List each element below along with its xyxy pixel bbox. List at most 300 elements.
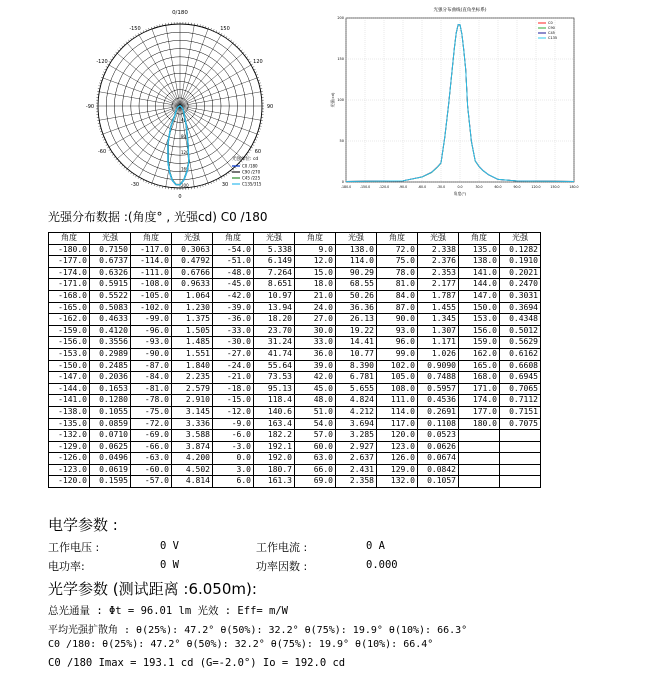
table-cell: 21.0 xyxy=(295,290,336,302)
table-cell: 0.4633 xyxy=(90,314,131,326)
x-tick-label: 90.0 xyxy=(513,185,521,189)
polar-tick xyxy=(250,149,252,150)
table-cell: 4.200 xyxy=(172,453,213,465)
polar-tick xyxy=(239,163,240,164)
legend-label: C90 xyxy=(548,26,555,31)
table-cell: 69.0 xyxy=(295,476,336,488)
polar-legend-label: C0 /180 xyxy=(242,163,258,169)
polar-tick xyxy=(248,59,250,60)
table-cell: 7.264 xyxy=(254,267,295,279)
polar-legend-title: 光强单位: cd xyxy=(232,157,259,162)
table-cell: -6.0 xyxy=(213,430,254,442)
table-cell: -174.0 xyxy=(49,267,90,279)
table-row xyxy=(49,476,541,488)
table-cell: 2.431 xyxy=(336,464,377,476)
polar-tick xyxy=(141,32,142,34)
table-cell: 66.0 xyxy=(295,464,336,476)
polar-tick xyxy=(114,54,116,55)
x-tick-label: 150.0 xyxy=(550,185,560,189)
table-cell: 48.0 xyxy=(295,395,336,407)
table-cell: 26.13 xyxy=(336,314,377,326)
table-cell: 36.36 xyxy=(336,302,377,314)
table-row xyxy=(49,302,541,314)
table-cell: 45.0 xyxy=(295,383,336,395)
table-cell: 3.0 xyxy=(213,464,254,476)
table-cell: 163.4 xyxy=(254,418,295,430)
polar-tick xyxy=(106,144,108,145)
table-cell: 39.0 xyxy=(295,360,336,372)
table-cell: 63.0 xyxy=(295,453,336,465)
electrical-section-title: 电学参数 : xyxy=(48,516,118,534)
table-cell: -9.0 xyxy=(213,418,254,430)
table-row xyxy=(49,372,541,384)
table-cell: -135.0 xyxy=(49,418,90,430)
table-row xyxy=(49,383,541,395)
table-cell: 13.94 xyxy=(254,302,295,314)
table-cell: 0.4792 xyxy=(172,256,213,268)
table-cell: -177.0 xyxy=(49,256,90,268)
table-cell: 93.0 xyxy=(377,325,418,337)
table-cell: 2.353 xyxy=(418,267,459,279)
table-cell: 0.0496 xyxy=(90,453,131,465)
x-tick-label: -30.0 xyxy=(436,185,446,189)
c0-angle-line: C0 /180: θ(25%): 47.2° θ(50%): 32.2° θ(75%): 19.9° θ(10%): 66.4° xyxy=(48,639,434,650)
table-cell: -75.0 xyxy=(131,406,172,418)
table-cell: 0.5083 xyxy=(90,302,131,314)
polar-angle-label: 90 xyxy=(266,104,274,110)
table-cell: 78.0 xyxy=(377,267,418,279)
intensity-data-table xyxy=(48,232,541,488)
table-cell: 0.7151 xyxy=(500,406,541,418)
table-cell: 99.0 xyxy=(377,348,418,360)
table-cell: 10.77 xyxy=(336,348,377,360)
table-cell: 12.0 xyxy=(295,256,336,268)
table-cell: 5.655 xyxy=(336,383,377,395)
table-cell: 15.0 xyxy=(295,267,336,279)
table-cell: -111.0 xyxy=(131,267,172,279)
table-cell: -81.0 xyxy=(131,383,172,395)
x-axis-label: 角度(°) xyxy=(453,191,467,196)
table-cell: 1.551 xyxy=(172,348,213,360)
optical-section-title: 光学参数 (测试距离 :6.050m): xyxy=(48,580,257,598)
x-tick-label: -60.0 xyxy=(417,185,427,189)
table-cell: 0.5629 xyxy=(500,337,541,349)
power-value: 0 W xyxy=(160,559,179,571)
table-cell: -78.0 xyxy=(131,395,172,407)
table-cell: 0.1653 xyxy=(90,383,131,395)
table-cell: 51.0 xyxy=(295,406,336,418)
table-cell: 55.64 xyxy=(254,360,295,372)
polar-tick xyxy=(250,61,252,62)
table-cell: 0.0523 xyxy=(418,430,459,442)
polar-tick xyxy=(235,44,236,45)
table-cell: -138.0 xyxy=(49,406,90,418)
table-row xyxy=(49,406,541,418)
table-cell: -93.0 xyxy=(131,337,172,349)
polar-tick xyxy=(228,172,229,174)
table-cell: -123.0 xyxy=(49,464,90,476)
table-row xyxy=(49,464,541,476)
table-cell: 0.6945 xyxy=(500,372,541,384)
table-cell: 95.13 xyxy=(254,383,295,395)
column-header: 角度 xyxy=(213,233,254,245)
y-tick-label: 0 xyxy=(341,180,344,185)
table-cell: 114.0 xyxy=(336,256,377,268)
polar-tick xyxy=(124,44,125,45)
table-cell: 2.376 xyxy=(418,256,459,268)
table-cell: 18.20 xyxy=(254,314,295,326)
chart-frame xyxy=(330,6,579,196)
table-cell: 108.0 xyxy=(377,383,418,395)
table-cell: 123.0 xyxy=(377,441,418,453)
power-label: 电功率: xyxy=(48,560,85,573)
table-cell: 33.0 xyxy=(295,337,336,349)
table-cell: 117.0 xyxy=(377,418,418,430)
current-label: 工作电流 : xyxy=(256,541,308,554)
polar-angle-label: -30 xyxy=(130,181,140,188)
table-header-row xyxy=(49,233,541,245)
polar-angle-label: 150 xyxy=(220,26,230,33)
table-cell: 36.0 xyxy=(295,348,336,360)
table-cell: 0.1910 xyxy=(500,256,541,268)
polar-tick xyxy=(243,52,245,53)
x-tick-label: -150.0 xyxy=(359,185,371,189)
polar-tick xyxy=(114,156,116,157)
x-tick-label: 30.0 xyxy=(475,185,483,189)
table-cell: 0.6326 xyxy=(90,267,131,279)
table-row xyxy=(49,325,541,337)
polar-angle-label: 120 xyxy=(253,59,263,65)
polar-tick xyxy=(245,54,247,55)
table-cell: 90.29 xyxy=(336,267,377,279)
table-cell: 10.97 xyxy=(254,290,295,302)
legend-label: C45 xyxy=(548,31,555,36)
polar-tick xyxy=(133,36,134,38)
table-cell: 19.22 xyxy=(336,325,377,337)
polar-legend-label: C90 /270 xyxy=(242,169,261,175)
table-cell: 57.0 xyxy=(295,430,336,442)
table-cell: 180.7 xyxy=(254,464,295,476)
table-row xyxy=(49,279,541,291)
table-cell: 0.3694 xyxy=(500,302,541,314)
table-cell: 8.390 xyxy=(336,360,377,372)
table-cell: 23.70 xyxy=(254,325,295,337)
table-cell: -18.0 xyxy=(213,383,254,395)
table-cell: -105.0 xyxy=(131,290,172,302)
table-row xyxy=(49,418,541,430)
table-cell xyxy=(459,453,500,465)
table-cell: 3.694 xyxy=(336,418,377,430)
table-cell: 156.0 xyxy=(459,325,500,337)
x-tick-label: 180.0 xyxy=(569,185,579,189)
table-cell: 0.1057 xyxy=(418,476,459,488)
table-cell: -99.0 xyxy=(131,314,172,326)
table-cell: -141.0 xyxy=(49,395,90,407)
polar-tick xyxy=(237,46,238,47)
chart-title: 光强分布曲线(直角坐标系) xyxy=(433,8,487,13)
polar-tick xyxy=(221,33,222,35)
table-cell: 0.0859 xyxy=(90,418,131,430)
table-cell: 72.0 xyxy=(377,244,418,256)
table-cell: 192.1 xyxy=(254,441,295,453)
table-cell: 192.0 xyxy=(254,453,295,465)
table-cell: 41.74 xyxy=(254,348,295,360)
table-row xyxy=(49,244,541,256)
polar-angle-label: -120 xyxy=(96,59,108,65)
polar-legend-label: C135/315 xyxy=(242,181,262,187)
table-cell: 0.6737 xyxy=(90,256,131,268)
table-cell: 118.4 xyxy=(254,395,295,407)
polar-tick xyxy=(106,67,108,68)
imax-line: C0 /180 Imax = 193.1 cd (G=-2.0°) Io = 192.0 cd xyxy=(48,657,346,669)
polar-tick xyxy=(218,32,219,34)
table-cell: -12.0 xyxy=(213,406,254,418)
table-cell: 0.5957 xyxy=(418,383,459,395)
polar-tick xyxy=(107,147,109,148)
table-cell: 6.781 xyxy=(336,372,377,384)
column-header: 角度 xyxy=(295,233,336,245)
table-cell: 150.0 xyxy=(459,302,500,314)
avg-angle-line: 平均光强扩散角 : θ(25%): 47.2° θ(50%): 32.2° θ(75%): 19.9° θ(10%): 66.3° xyxy=(48,625,468,636)
table-cell: 18.0 xyxy=(295,279,336,291)
table-row xyxy=(49,267,541,279)
polar-tick xyxy=(120,48,121,49)
polar-top-label: 0/180 xyxy=(172,10,188,16)
table-cell: -102.0 xyxy=(131,302,172,314)
polar-tick xyxy=(109,149,111,150)
table-cell: 0.2989 xyxy=(90,348,131,360)
table-cell: -42.0 xyxy=(213,290,254,302)
table-cell: 0.3556 xyxy=(90,337,131,349)
table-cell: -132.0 xyxy=(49,430,90,442)
table-cell: 0.7112 xyxy=(500,395,541,407)
table-row xyxy=(49,430,541,442)
table-cell: -21.0 xyxy=(213,372,254,384)
polar-tick xyxy=(135,176,136,178)
table-cell: -87.0 xyxy=(131,360,172,372)
polar-tick xyxy=(131,38,132,40)
legend-label: C0 xyxy=(548,21,553,26)
polar-tick xyxy=(221,177,222,179)
polar-tick xyxy=(233,169,234,171)
flux-line: 总光通量 : Φt = 96.01 lm 光效 : Eff= m/W xyxy=(48,605,289,617)
table-cell: 4.212 xyxy=(336,406,377,418)
table-cell: 0.1595 xyxy=(90,476,131,488)
legend-label: C135 xyxy=(548,36,558,41)
table-cell: 0.6162 xyxy=(500,348,541,360)
table-row xyxy=(49,337,541,349)
table-cell: 0.0674 xyxy=(418,453,459,465)
table-cell: 68.55 xyxy=(336,279,377,291)
voltage-label: 工作电压 : xyxy=(48,541,100,554)
cartesian-intensity-chart xyxy=(326,4,584,200)
table-cell: -39.0 xyxy=(213,302,254,314)
table-row xyxy=(49,395,541,407)
table-cell: 0.7488 xyxy=(418,372,459,384)
table-cell: 3.336 xyxy=(172,418,213,430)
column-header: 光强 xyxy=(336,233,377,245)
table-cell: -3.0 xyxy=(213,441,254,453)
table-cell: 0.7150 xyxy=(90,244,131,256)
polar-tick xyxy=(126,169,127,171)
table-cell: 0.5012 xyxy=(500,325,541,337)
table-row xyxy=(49,441,541,453)
table-cell: 84.0 xyxy=(377,290,418,302)
table-cell: 3.588 xyxy=(172,430,213,442)
table-cell: 96.0 xyxy=(377,337,418,349)
polar-tick xyxy=(124,167,125,168)
table-cell: -126.0 xyxy=(49,453,90,465)
table-cell: 171.0 xyxy=(459,383,500,395)
table-cell: 2.927 xyxy=(336,441,377,453)
table-cell: 162.0 xyxy=(459,348,500,360)
table-cell: 0.1282 xyxy=(500,244,541,256)
polar-tick xyxy=(138,177,139,179)
table-row xyxy=(49,348,541,360)
polar-angle-label: -90 xyxy=(85,104,95,110)
table-cell: -30.0 xyxy=(213,337,254,349)
table-cell: -33.0 xyxy=(213,325,254,337)
polar-tick xyxy=(135,35,136,37)
polar-tick xyxy=(118,50,119,51)
polar-ring-label: 40 xyxy=(181,117,187,123)
table-cell xyxy=(500,476,541,488)
table-cell: -171.0 xyxy=(49,279,90,291)
chart-marks xyxy=(346,21,574,181)
table-cell: 0.1108 xyxy=(418,418,459,430)
table-cell: 138.0 xyxy=(336,244,377,256)
table-row xyxy=(49,453,541,465)
table-cell: 2.910 xyxy=(172,395,213,407)
column-header: 角度 xyxy=(49,233,90,245)
table-cell: 1.307 xyxy=(418,325,459,337)
y-tick-label: 50 xyxy=(339,139,344,144)
table-cell: 2.177 xyxy=(418,279,459,291)
table-cell: 24.0 xyxy=(295,302,336,314)
table-cell: -48.0 xyxy=(213,267,254,279)
table-cell: 2.338 xyxy=(418,244,459,256)
y-tick-label: 200 xyxy=(337,16,344,21)
table-cell: -69.0 xyxy=(131,430,172,442)
table-cell: 60.0 xyxy=(295,441,336,453)
polar-angle-label: -150 xyxy=(129,26,141,33)
polar-tick xyxy=(141,178,142,180)
table-cell: 159.0 xyxy=(459,337,500,349)
table-cell: 153.0 xyxy=(459,314,500,326)
polar-tick xyxy=(233,42,234,44)
table-cell: 4.814 xyxy=(172,476,213,488)
table-cell xyxy=(459,430,500,442)
table-cell: -117.0 xyxy=(131,244,172,256)
table-cell: 1.485 xyxy=(172,337,213,349)
column-header: 光强 xyxy=(500,233,541,245)
polar-tick xyxy=(241,50,242,51)
table-cell: 4.824 xyxy=(336,395,377,407)
table-cell: 141.0 xyxy=(459,267,500,279)
polar-tick xyxy=(248,152,250,153)
table-cell: 0.2021 xyxy=(500,267,541,279)
table-cell: -36.0 xyxy=(213,314,254,326)
polar-tick xyxy=(218,178,219,180)
polar-ring-label: 160 xyxy=(181,166,189,172)
table-cell: 1.345 xyxy=(418,314,459,326)
polar-angle-label: 30 xyxy=(221,181,229,188)
table-cell: 105.0 xyxy=(377,372,418,384)
table-cell: -63.0 xyxy=(131,453,172,465)
polar-tick xyxy=(128,40,129,42)
polar-tick xyxy=(223,176,224,178)
table-cell: 2.579 xyxy=(172,383,213,395)
table-cell: 0.7065 xyxy=(500,383,541,395)
table-cell: -156.0 xyxy=(49,337,90,349)
table-row xyxy=(49,256,541,268)
table-cell: -45.0 xyxy=(213,279,254,291)
polar-tick xyxy=(246,57,248,58)
polar-tick xyxy=(246,154,248,155)
column-header: 光强 xyxy=(172,233,213,245)
polar-legend xyxy=(232,155,262,187)
table-cell: 6.0 xyxy=(213,476,254,488)
table-cell: 0.5522 xyxy=(90,290,131,302)
table-cell: 0.4536 xyxy=(418,395,459,407)
table-cell: 132.0 xyxy=(377,476,418,488)
table-cell: 0.6608 xyxy=(500,360,541,372)
x-tick-label: 0.0 xyxy=(457,185,463,189)
table-cell xyxy=(500,441,541,453)
table-cell: -54.0 xyxy=(213,244,254,256)
polar-tick xyxy=(251,147,253,148)
polar-tick xyxy=(126,42,127,44)
table-cell: 3.145 xyxy=(172,406,213,418)
polar-tick xyxy=(230,171,231,173)
table-cell: -108.0 xyxy=(131,279,172,291)
table-cell: -51.0 xyxy=(213,256,254,268)
table-cell: 161.3 xyxy=(254,476,295,488)
polar-tick xyxy=(110,59,112,60)
voltage-value: 0 V xyxy=(160,540,179,552)
table-cell: 73.53 xyxy=(254,372,295,384)
table-cell: -144.0 xyxy=(49,383,90,395)
table-cell: 0.9090 xyxy=(418,360,459,372)
table-cell: -90.0 xyxy=(131,348,172,360)
x-tick-label: -180.0 xyxy=(340,185,352,189)
table-cell: 0.7075 xyxy=(500,418,541,430)
table-cell: 50.26 xyxy=(336,290,377,302)
table-cell: -96.0 xyxy=(131,325,172,337)
table-cell: -165.0 xyxy=(49,302,90,314)
table-cell: -66.0 xyxy=(131,441,172,453)
y-axis-label: 光强(cd) xyxy=(330,92,335,108)
table-cell: 0.3063 xyxy=(172,244,213,256)
table-cell: -120.0 xyxy=(49,476,90,488)
polar-intensity-chart xyxy=(82,8,278,204)
table-cell: 0.0626 xyxy=(418,441,459,453)
polar-tick xyxy=(228,38,229,40)
polar-angle-label: 60 xyxy=(254,149,262,155)
polar-tick xyxy=(226,36,227,38)
table-cell: 3.874 xyxy=(172,441,213,453)
table-row xyxy=(49,360,541,372)
table-cell: 0.4120 xyxy=(90,325,131,337)
polar-angle-label: 0 xyxy=(178,194,182,200)
x-tick-label: 60.0 xyxy=(494,185,502,189)
power-factor-value: 0.000 xyxy=(366,559,398,571)
table-cell: -162.0 xyxy=(49,314,90,326)
table-cell: 8.651 xyxy=(254,279,295,291)
table-title: 光强分布数据 :(角度° , 光强cd) C0 /180 xyxy=(48,210,268,224)
table-cell: -150.0 xyxy=(49,360,90,372)
table-cell: 0.5915 xyxy=(90,279,131,291)
